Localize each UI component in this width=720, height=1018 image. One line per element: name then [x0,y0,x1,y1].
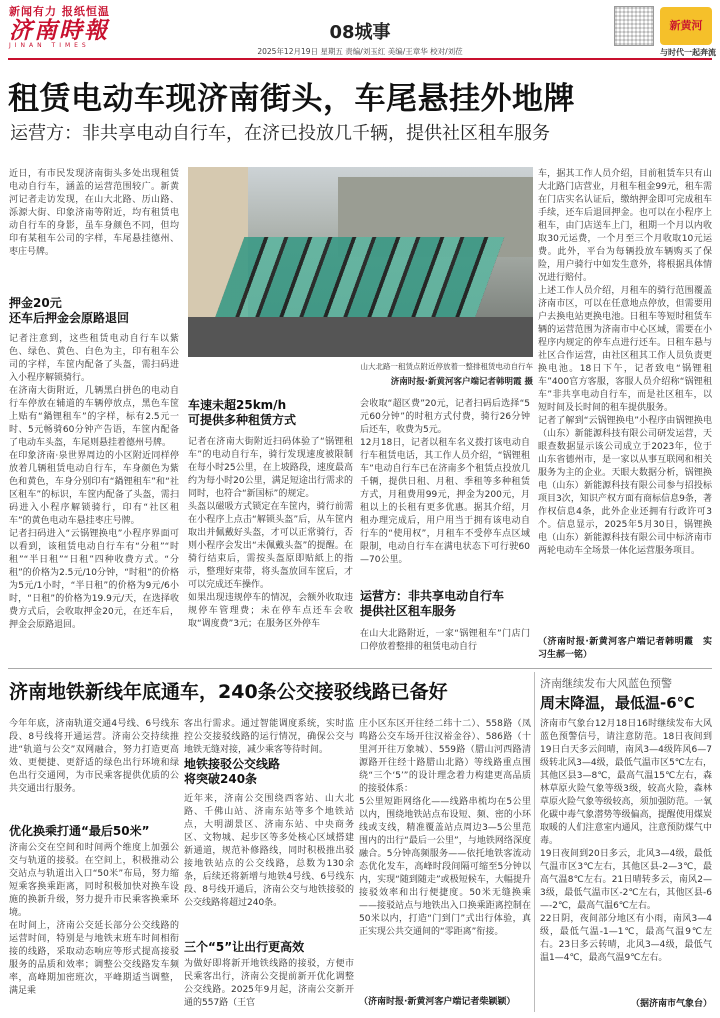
newspaper-logo: 济南時報 [9,17,109,44]
story2-col3-body: 庄小区东区开往经二纬十二）、558路（凤鸣路公交车场开往汉裕金谷）、586路（十里河开往万象城）、559路（腊山河西路清源路开往经十路腊山北路）等线路重点围绕“三个‘5’”的设计理念着力构建更高品质的接驳体系： 5公里短距网络化——线路串梳均在5公里以内，围绕地铁站点布设短、频、密的小环线或支线，精准覆盖站点周边3—5公里范围内的出行“最后一公里”，与地铁网络深度融合。5分钟高频服务——依托地铁客流动态优化发车，高峰时段间隔可缩至5分钟以内，实现“随到随走”或极短候车，大幅提升接驳效率和出行便捷度。50米无缝换乘——接驳站点与地铁出入口换乘距离控制在50米以内，打造“门到门”式出行体验，真正实现公共交通间的“零距离”衔接。 [359,719,531,937]
story2-subhead-transfer: 优化换乘打通“最后50米” [9,824,150,838]
story2-col1-body: 济南公交在空间和时间两个维度上加强公交与轨道的接驳。在空间上，积极推动公交站点与轨道出入口“50米”布局，努力缩短乘客换乘距离，同时积极加快对换车设施的换新升级，努力提升市民乘客换乘环境。 在时间上，济南公交延长部分公交线路的运营时间，特别是与地铁末班车时间相衔接的线路，采取动态响应等形式提高接驳服务的品质和效率；调整公交线路发车频率，高峰期加密班次，平峰期适当调整，满足乘 [9,843,179,996]
story2-headline: 济南地铁新线年底通车，240条公交接驳线路已备好 [9,681,448,703]
story1-col4-body: 车，据其工作人员介绍，目前租赁车只有山大北路门店营业，月租车租金99元，租车需在门店实名认证后，缴纳押金即可完成租车手续，还车后退回押金。也可以在小程序上租车，由门店送车上门，租期一个月以内收取30元运费，一个月至三个月收取10元运费。此外，平台为每辆投放车辆购买了保险，用户骑行中如发生意外，将根据具体情况进行赔付。 上述工作人员介绍，月租车的骑行范围覆盖济南市区，可以在任意地点停放，但需要用户去换电站更换电池。日租车等短时租赁车辆的运营范围为济南市中心区域，需要在小程序内规定的停车点进行还车。日租车悬与社区合作运营，由社区租其工作人员负责更换电池。18日下午，记者致电“锅锂租车”400官方客服，客服人员介绍称“锅锂租车”非共享电动自行车，而是社区租车，以短时间及长时间的租车提供服务。 记者了解到“云锅锂换电”小程序由锅锂换电（山东）新能源科技有限公司研发运营，天眼查数据显示该公司成立于2023年，位于山东省德州市，是一家以从事互联网和相关服务为主的企业。天眼大数据分析，锅锂换电（山东）新能源科技有限公司参与招投标项目3次，知识产权方面有商标信息9条，著作权信息4条，此外企业还拥有行政许可3个。信息显示，2025年5月30日，锅锂换电（山东）新能源科技有限公司中标济南市两轮电动车全场景一体化运营服务项目。 [538,169,712,556]
story2-col2-end: 为做好即将新开地铁线路的接驳，方便市民乘客出行，济南公交提前新开优化调整公交线路。2025年9月起，济南公交新开通的557路（王官 [184,959,354,1008]
section-title: 08城事 [329,22,391,43]
weather-headline: 周末降温，最低温-6℃ [540,694,695,712]
story1-col3-body: 会收取“超区费”20元，记者扫码后选择“5元60分钟”的时租方式付费，骑行26分钟后还车，收费为5元。 12月18日，记者以租车名义拨打该电动自行车租赁电话，其工作人员介绍，“锅锂租车”电动自行车已在济南多个租赁点投放几千辆，提供日租、月租、季租等多种租赁方式，月租费用99元，押金为200元，月租以上的长租有更多优惠。据其介绍，月租办理完成后，用户用当于拥有该电动自行车的“使用权”，月租车不受停车点区域限制，电动自行车在满电状态下可行驶60—70公里。 [360,399,530,565]
story2-byline: （济南时报·新黄河客户端记者柴颖颖） [359,997,516,1007]
photo-credit: 济南时报·新黄河客户端记者韩明霞 摄 [390,377,533,387]
right-slogan: 与时代一起奔流 [660,48,716,57]
story2-col2-text: 客出行需求。通过智能调度系统，实时监控公交接驳线路的运行情况，确保公交与地铁无缝对接，减少乘客等待时间。 [184,719,354,755]
masthead-slogan: 新闻有力 报纸恒温 [9,5,110,18]
masthead [9,5,110,49]
logo-latin: JINAN TIMES [9,42,90,49]
newspaper-logo-icon [660,7,712,45]
story1-col3-end: 在山大北路附近，一家“锅锂租车”门店门口停放着整排的租赁电动自行 [360,629,530,652]
story2-subhead-three-five: 三个“5”让出行更高效 [184,940,305,954]
section-divider [8,668,712,669]
story1-subhead-deposit: 押金20元 还车后押金会原路退回 [9,296,130,325]
story2-col2-body: 近年来，济南公交围绕西客站、山大北路、千佛山站、济南东站等多个地铁站点，大明湖景区、济南东站、中央商务区、文物城、起步区等多处核心区域搭建新通道，规范补修路线，同时积极推出驳接地铁站点的公交线路，总数为130余条，后续还将新增与地铁4号线、6号线东段、8号线开通后，济南公交与地铁接驳的公交线路将超过240条。 [184,794,354,908]
story1-subhead: 运营方：非共享电动自行车，在济已投放几千辆，提供社区租车服务 [10,123,550,144]
weather-divider [534,672,535,1012]
header-rule [8,58,712,60]
photo-caption: 山大北路一租赁点附近停放着一整排租赁电动自行车 [360,362,533,371]
qr-code-icon [614,6,654,46]
story2-col1-text: 今年年底，济南轨道交通4号线、6号线东段、8号线将开通运营。济南公交持续推进“轨道与公交”双网融合，努力打造更高效、更便捷、更舒适的绿色出行环境和绿色出行交通网，为市民乘客提供优质的公共交通出行服务。 [9,719,179,794]
issue-meta: 2025年12月19日 星期五 责编/刘玉红 美编/王章华 校对/刘莅 [257,47,463,56]
story1-subhead-operator: 运营方：非共享电动自行车 提供社区租车服务 [360,589,505,618]
story2-subhead-routes: 地铁接驳公交线路 将突破240条 [184,757,281,786]
right-logo: 新黄河 [669,19,703,32]
story1-headline: 租赁电动车现济南街头，车尾悬挂外地牌 [8,81,575,117]
weather-kicker: 济南继续发布大风蓝色预警 [540,677,672,690]
story1-col1-body: 记者注意到，这些租赁电动自行车以紫色、绿色、黄色、白色为主，印有租车公司的字样，车筐内配备了头盔，需扫码进入小程序解锁骑行。 在济南大街附近，几辆黑白拼色的电动自行车停放在辅道的车辆停放点，黑色车筐上贴有“鍋锂租车”的字样，标有2.5元一时、5元畅骑60分钟产告语，车筐内配备了电动车头盔，车尾则悬挂着德州号牌。 在印象济南·泉世界周边的小区附近同样停放着几辆租赁电动自行车，车身颜色为紫色和黄色，车身分别印有“鍋锂租车”和“社区租车”的标识，车筐内配备了头盔，需扫码进入小程序解锁骑行，印有“社区租车”的黄色电动车悬挂枣庄号牌。 记者扫码进入“云锅锂换电”小程序界面可以看到，该租赁电动自行车有“分租”“时租”“半日租”“日租”四种收费方式。“分租”的价格为2.5元/10分钟，“时租”的价格为5元/1小时，“半日租”的价格为9元/6小时，“日租”的价格为19.9元/天，在选择收费方式后，会收取押金20元，在还车后，押金会原路退回。 [9,334,179,630]
weather-body: 济南市气象台12月18日16时继续发布大风蓝色预警信号，请注意防范。18日夜间到19日白天多云间晴，南风3—4级阵风6—7级转北风3—4级，最低气温市区5℃左右，其他区县3—8℃，最高气温15℃左右，森林草原火险气象等级3级，较高火险，森林草原火险气象等级较高，须加强防范。一氧化碳中毒气象潜势等级偏高，提醒使用煤炭取暖的人们注意室内通风，注意预防煤气中毒。 19日夜间到20日多云，北风3—4级，最低气温市区3℃左右，其他区县-2—3℃，最高气温8℃左右。21日晴转多云，南风2—3级，最低气温市区-2℃左右，其他区县-6—-2℃，最高气温6℃左右。 22日阴，夜间部分地区有小雨，南风3—4级，最低气温-1—1℃，最高气温9℃左右。23日多云转晴，北风3—4级，最低气温1—4℃，最高气温9℃左右。 [540,719,712,963]
story1-col1-text: 近日，有市民发现济南街头多处出现租赁电动自行车，涵盖的运营范围较广。新黄河记者走访发现，在山大北路、历山路、泺源大街、印象济南等附近，均有租赁电动自行车的身影，虽车身颜色不同，但均印有某租车公司的字样，车尾悬挂德州、枣庄号牌。 [9,169,179,257]
story1-subhead-speed: 车速未超25km/h 可提供多种租赁方式 [188,398,297,427]
scooter-photo [188,167,533,357]
weather-byline: （据济南市气象台） [630,999,712,1009]
story1-col2-body: 记者在济南大街附近扫码体验了“锅锂租车”的电动自行车，骑行发现速度被限制在每小时25公里，在上坡路段，速度最高约为每小时20公里，满足短途出行需求的同时，也符合“新国标”的规定。 头盔以磁吸方式锁定在车筐内，骑行前需在小程序上点击“解锁头盔”后，从车筐内取出并佩戴好头盔，才可以正常骑行，否则小程序会发出“未佩戴头盔”的提醒。在骑行结束后，需按头盔原即贴紙上的指示，整理好束带，将头盔放回车筐后，才可以完成还车操作。 如果出现违规停车的情况，会额外收取违规停车管理费；未在停车点还车会收取“调度费”3元；在服务区外停车 [188,437,353,629]
story1-byline: （济南时报·新黄河客户端记者韩明霞 实习生郝一铭） [538,637,712,660]
